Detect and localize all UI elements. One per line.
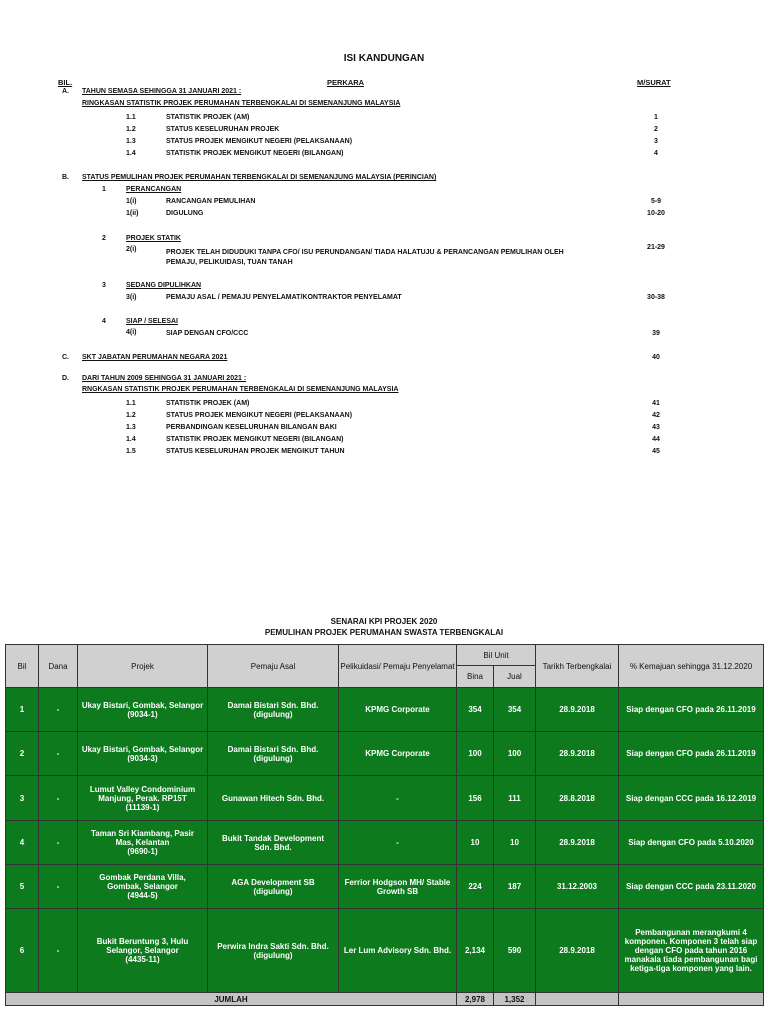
cell-bina: 10 — [457, 821, 494, 865]
toc-item-text[interactable]: PEMAJU ASAL / PEMAJU PENYELAMAT/KONTRAKTOR PENYELAMAT — [166, 294, 402, 301]
cell-kemajuan: Siap dengan CCC pada 23.11.2020 — [619, 865, 764, 909]
toc-item-num: 1.3 — [126, 424, 136, 431]
th-tarikh: Tarikh Terbengkalai — [536, 645, 619, 688]
toc-item-num: 1.4 — [126, 150, 136, 157]
toc-item-text[interactable]: SIAP DENGAN CFO/CCC — [166, 330, 249, 337]
col-bil-header: BIL. — [58, 78, 73, 87]
group-num: 1 — [102, 186, 106, 193]
cell-kemajuan: Siap dengan CFO pada 5.10.2020 — [619, 821, 764, 865]
cell-tarikh: 31.12.2003 — [536, 865, 619, 909]
cell-bina: 354 — [457, 688, 494, 732]
toc-item-text[interactable]: DIGULUNG — [166, 210, 204, 217]
cell-bina: 100 — [457, 732, 494, 776]
toc-item-num: 1(i) — [126, 198, 137, 205]
cell-jual: 590 — [494, 909, 536, 993]
cell-tarikh: 28.9.2018 — [536, 909, 619, 993]
table-row[interactable] — [6, 909, 764, 993]
section-d-line1: DARI TAHUN 2009 SEHINGGA 31 JANUARI 2021 : — [82, 375, 247, 382]
toc-item-text[interactable]: STATUS KESELURUHAN PROJEK MENGIKUT TAHUN — [166, 448, 345, 455]
cell-pelikuidasi: - — [339, 821, 457, 865]
th-bil-unit: Bil Unit — [457, 645, 536, 666]
th-bil: Bil — [6, 645, 39, 688]
th-pemaju-asal: Pemaju Asal — [208, 645, 339, 688]
cell-projek: Lumut Valley Condominium Manjung, Perak. RP15T (11139-1) — [78, 776, 208, 821]
toc-item-num: 1.5 — [126, 448, 136, 455]
cell-dana: - — [39, 688, 78, 732]
cell-jual: 100 — [494, 732, 536, 776]
th-dana: Dana — [39, 645, 78, 688]
cell-tarikh: 28.9.2018 — [536, 732, 619, 776]
group-num: 3 — [102, 282, 106, 289]
cell-jual: 10 — [494, 821, 536, 865]
toc-item-page: 30-38 — [647, 294, 665, 301]
cell-total-empty — [536, 993, 619, 1006]
cell-pemaju: Damai Bistari Sdn. Bhd. (digulung) — [208, 688, 339, 732]
table-row[interactable] — [6, 776, 764, 821]
cell-dana: - — [39, 909, 78, 993]
toc-item-text[interactable]: RANCANGAN PEMULIHAN — [166, 198, 256, 205]
toc-item-page: 2 — [654, 126, 658, 133]
toc-item-text[interactable]: STATISTIK PROJEK MENGIKUT NEGERI (BILANGAN) — [166, 436, 344, 443]
toc-item-page: 21-29 — [647, 244, 665, 251]
section-a-line1: TAHUN SEMASA SEHINGGA 31 JANUARI 2021 : — [82, 88, 242, 95]
cell-total-bina: 2,978 — [457, 993, 494, 1006]
table-row[interactable] — [6, 732, 764, 776]
toc-item-text[interactable]: STATUS PROJEK MENGIKUT NEGERI (PELAKSANAAN) — [166, 412, 353, 419]
cell-pemaju: AGA Development SB (digulung) — [208, 865, 339, 909]
th-projek: Projek — [78, 645, 208, 688]
section-b-letter: B. — [62, 174, 69, 181]
section-c-letter: C. — [62, 354, 69, 361]
cell-tarikh: 28.9.2018 — [536, 821, 619, 865]
cell-dana: - — [39, 821, 78, 865]
kpi-table — [5, 644, 764, 1006]
cell-jumlah-label: JUMLAH — [6, 993, 457, 1006]
cell-pemaju: Perwira Indra Sakti Sdn. Bhd. (digulung) — [208, 909, 339, 993]
th-pelikuidasi: Pelikuidasi/ Pemaju Penyelamat — [339, 645, 457, 688]
toc-item-text[interactable]: STATISTIK PROJEK MENGIKUT NEGERI (BILANGAN) — [166, 150, 344, 157]
toc-item-text[interactable]: PERBANDINGAN KESELURUHAN BILANGAN BAKI — [166, 424, 337, 431]
cell-tarikh: 28.8.2018 — [536, 776, 619, 821]
cell-pelikuidasi: KPMG Corporate — [339, 732, 457, 776]
toc-item-num: 1.2 — [126, 412, 136, 419]
group-title-projek-statik: PROJEK STATIK — [126, 235, 181, 242]
section-b-title: STATUS PEMULIHAN PROJEK PERUMAHAN TERBENGKALAI DI SEMENANJUNG MALAYSIA (PERINCIAN) — [82, 174, 437, 181]
cell-pemaju: Bukit Tandak Development Sdn. Bhd. — [208, 821, 339, 865]
cell-kemajuan: Siap dengan CFO pada 26.11.2019 — [619, 688, 764, 732]
section-d-line2: RNGKASAN STATISTIK PROJEK PERUMAHAN TERBENGKALAI DI SEMENANJUNG MALAYSIA — [82, 386, 399, 393]
cell-bil: 5 — [6, 865, 39, 909]
cell-bil: 1 — [6, 688, 39, 732]
cell-pelikuidasi: KPMG Corporate — [339, 688, 457, 732]
cell-projek: Gombak Perdana Villa, Gombak, Selangor (4944-5) — [78, 865, 208, 909]
toc-item-text[interactable]: STATISTIK PROJEK (AM) — [166, 114, 250, 121]
toc-item-num: 2(i) — [126, 246, 137, 253]
th-jual: Jual — [494, 666, 536, 688]
cell-kemajuan: Siap dengan CFO pada 26.11.2019 — [619, 732, 764, 776]
th-bina: Bina — [457, 666, 494, 688]
cell-total-empty — [619, 993, 764, 1006]
th-kemajuan: % Kemajuan sehingga 31.12.2020 — [619, 645, 764, 688]
toc-item-num: 3(i) — [126, 294, 137, 301]
toc-item-num: 1.1 — [126, 114, 136, 121]
group-title-perancangan: PERANCANGAN — [126, 186, 182, 193]
toc-item-page: 42 — [652, 412, 660, 419]
cell-projek: Taman Sri Kiambang, Pasir Mas, Kelantan (9690-1) — [78, 821, 208, 865]
group-title-siap-selesai: SIAP / SELESAI — [126, 318, 178, 325]
cell-pelikuidasi: Ferrior Hodgson MH/ Stable Growth SB — [339, 865, 457, 909]
cell-projek: Ukay Bistari, Gombak, Selangor (9034-3) — [78, 732, 208, 776]
toc-item-num: 1.3 — [126, 138, 136, 145]
table-row[interactable] — [6, 821, 764, 865]
kpi-subtitle: PEMULIHAN PROJEK PERUMAHAN SWASTA TERBENGKALAI — [264, 628, 504, 637]
toc-item-text-cont: PEMAJU, PELIKUIDASI, TUAN TANAH — [166, 259, 293, 266]
cell-pemaju: Gunawan Hitech Sdn. Bhd. — [208, 776, 339, 821]
toc-title: ISI KANDUNGAN — [343, 53, 425, 64]
cell-pemaju: Damai Bistari Sdn. Bhd. (digulung) — [208, 732, 339, 776]
section-d-letter: D. — [62, 375, 69, 382]
toc-item-text[interactable]: STATUS KESELURUHAN PROJEK — [166, 126, 280, 133]
toc-item-text[interactable]: PROJEK TELAH DIDUDUKI TANPA CFO/ ISU PERUNDANGAN/ TIADA HALATUJU & PERANCANGAN PEMULIHAN OLEH — [166, 249, 564, 256]
toc-item-num: 1.1 — [126, 400, 136, 407]
table-row[interactable] — [6, 865, 764, 909]
section-a-letter: A. — [62, 88, 69, 95]
toc-item-page: 3 — [654, 138, 658, 145]
group-title-sedang-dipulihkan: SEDANG DIPULIHKAN — [126, 282, 202, 289]
cell-pelikuidasi: Ler Lum Advisory Sdn. Bhd. — [339, 909, 457, 993]
toc-item-num: 1(ii) — [126, 210, 139, 217]
cell-dana: - — [39, 865, 78, 909]
section-c-title[interactable]: SKT JABATAN PERUMAHAN NEGARA 2021 — [82, 354, 228, 361]
toc-item-page: 5-9 — [650, 198, 662, 205]
toc-item-page: 39 — [652, 330, 660, 337]
toc-item-num: 1.4 — [126, 436, 136, 443]
cell-dana: - — [39, 776, 78, 821]
toc-item-page: 10-20 — [647, 210, 665, 217]
cell-bil: 4 — [6, 821, 39, 865]
cell-bina: 156 — [457, 776, 494, 821]
toc-item-text[interactable]: STATUS PROJEK MENGIKUT NEGERI (PELAKSANAAN) — [166, 138, 353, 145]
cell-projek: Ukay Bistari, Gombak, Selangor (9034-1) — [78, 688, 208, 732]
cell-bina: 2,134 — [457, 909, 494, 993]
toc-item-page: 41 — [652, 400, 660, 407]
cell-tarikh: 28.9.2018 — [536, 688, 619, 732]
cell-bina: 224 — [457, 865, 494, 909]
cell-jual: 354 — [494, 688, 536, 732]
group-num: 2 — [102, 235, 106, 242]
section-a-line2: RINGKASAN STATISTIK PROJEK PERUMAHAN TERBENGKALAI DI SEMENANJUNG MALAYSIA — [82, 100, 401, 107]
group-num: 4 — [102, 318, 106, 325]
cell-kemajuan: Siap dengan CCC pada 16.12.2019 — [619, 776, 764, 821]
toc-item-page: 4 — [654, 150, 658, 157]
cell-jual: 111 — [494, 776, 536, 821]
cell-kemajuan: Pembangunan merangkumi 4 komponen. Komponen 3 telah siap dengan CFO pada tahun 2016 manakala tiada pembangunan bagi ketiga-tiga komponen yang lain. — [619, 909, 764, 993]
cell-bil: 6 — [6, 909, 39, 993]
toc-item-text[interactable]: STATISTIK PROJEK (AM) — [166, 400, 250, 407]
cell-bil: 2 — [6, 732, 39, 776]
col-msurat-header: M/SURAT — [637, 78, 671, 87]
table-row[interactable] — [6, 688, 764, 732]
toc-item-num: 1.2 — [126, 126, 136, 133]
kpi-title: SENARAI KPI PROJEK 2020 — [330, 617, 438, 626]
total-row — [6, 993, 764, 1006]
cell-jual: 187 — [494, 865, 536, 909]
toc-item-page: 1 — [654, 114, 658, 121]
cell-projek: Bukit Beruntung 3, Hulu Selangor, Selangor (4435-11) — [78, 909, 208, 993]
cell-pelikuidasi: - — [339, 776, 457, 821]
toc-item-page: 44 — [652, 436, 660, 443]
toc-item-page: 45 — [652, 448, 660, 455]
cell-bil: 3 — [6, 776, 39, 821]
toc-item-num: 4(i) — [126, 329, 137, 336]
toc-item-page: 43 — [652, 424, 660, 431]
toc-item-page: 40 — [652, 354, 660, 361]
cell-dana: - — [39, 732, 78, 776]
col-perkara-header: PERKARA — [327, 78, 365, 87]
cell-total-jual: 1,352 — [494, 993, 536, 1006]
